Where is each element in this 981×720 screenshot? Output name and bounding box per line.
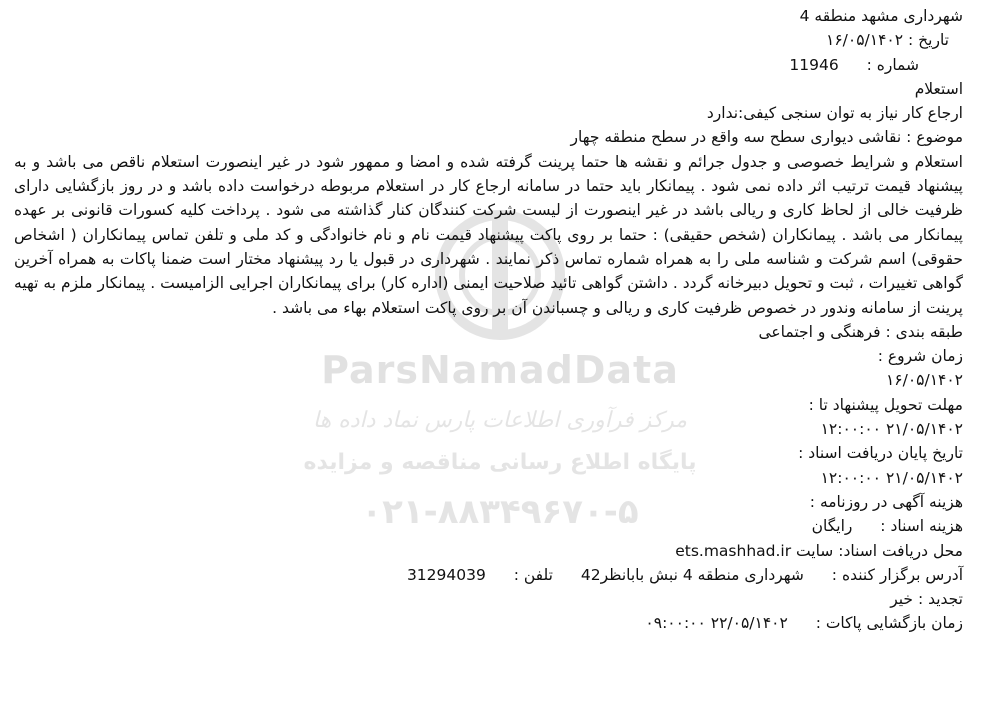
referral-line: ارجاع کار نیاز به توان سنجی کیفی:ندارد [706, 104, 963, 123]
watermark-phone: ۰۲۱-۸۸۳۴۹۶۷۰-۵ [361, 492, 639, 532]
renewal-line: تجدید : خیر [890, 590, 963, 609]
deadline-value: ۲۱/۰۵/۱۴۰۲ ۱۲:۰۰:۰۰ [820, 420, 963, 439]
number-value: 11946 [789, 55, 839, 74]
deadline-label: مهلت تحویل پیشنهاد تا : [808, 395, 963, 414]
document [14, 4, 963, 636]
watermark-brand: ParsNamadData [321, 348, 679, 392]
date-line: تاریخ : ۱۶/۰۵/۱۴۰۲ [826, 31, 949, 50]
category-line: طبقه بندی : فرهنگی و اجتماعی [758, 322, 963, 341]
address-label: آدرس برگزار کننده : [831, 565, 963, 584]
phone-value: 31294039 [406, 565, 486, 584]
doc-cost-line [14, 514, 963, 538]
subject-line: موضوع : نقاشی دیواری سطح سه واقع در سطح منطقه چهار [570, 128, 963, 147]
opening-value: ۲۲/۰۵/۱۴۰۲ ۰۹:۰۰:۰۰ [645, 614, 788, 633]
conditions-paragraph: استعلام و شرایط خصوصی و جدول جرائم و نقشه ها حتما پرینت گرفته شده و امضا و ممهور شود در غیر اینصورت استعلام ناقص می باشد و به پیشنهاد قیمت ترتیب اثر داده نمی شود . پیمانکار باید حتما در سامانه ارجاع کار در استعلام مربوطه درخواست داده باشد و در روز بازگشایی دارای ظرفیت خالی از لحاظ کاری و ریالی باشد در غیر اینصورت از لیست شرکت کنندگان کنار گذاشته می شود . پرداخت کلیه کسورات قانونی بر عهده پیمانکار می باشد . پیمانکاران (شخص حقیقی) : حتما بر روی پاکت پیشنهاد قیمت نام و نام خانوادگی و کد ملی و تلفن تماس پیمانکاران ( اشخاص حقوقی) اسم شرکت و شناسه ملی را به همراه شماره تماس ذکر نمایند . شهرداری در قبول یا رد پیشنهاد مختار است ضمنا پاکات به همراه آخرین گواهی تغییرات ، ثبت و تحویل دبیرخانه گردد . داشتن گواهی تائید صلاحیت ایمنی (اداره کار) برای پیمانکاران اجرایی الزامیست . پیمانکار ملزم به تهیه پرینت از سامانه وندور در خصوص ظرفیت کاری و ریالی و چسباندن آن بر روی پاکت استعلام بهاء می باشد . [14, 152, 963, 317]
number-line [14, 53, 963, 77]
newspaper-cost-line: هزینه آگهی در روزنامه : [809, 492, 963, 511]
phone-label: تلفن : [513, 565, 553, 584]
start-value: ۱۶/۰۵/۱۴۰۲ [885, 371, 963, 390]
doc-title: استعلام [914, 79, 963, 98]
address-line [14, 563, 963, 587]
doc-cost-value: رایگان [811, 517, 853, 536]
docs-place-url[interactable]: ets.mashhad.ir [675, 541, 792, 560]
doc-cost-label: هزینه اسناد : [880, 517, 963, 536]
watermark-line-2: پایگاه اطلاع رسانی مناقصه و مزایده [303, 450, 697, 475]
docs-end-value: ۲۱/۰۵/۱۴۰۲ ۱۲:۰۰:۰۰ [820, 468, 963, 487]
docs-place-line [14, 539, 963, 563]
number-label: شماره : [866, 55, 919, 74]
start-label: زمان شروع : [877, 347, 963, 366]
watermark-line-1: مرکز فرآوری اطلاعات پارس نماد داده ها [312, 408, 688, 433]
docs-place-label: محل دریافت اسناد: سایت [796, 541, 963, 560]
opening-line [14, 611, 963, 635]
org-name: شهرداری مشهد منطقه 4 [799, 7, 963, 25]
docs-end-label: تاریخ پایان دریافت اسناد : [798, 444, 963, 463]
address-value: شهرداری منطقه 4 نبش بابانظر42 [580, 565, 804, 584]
opening-label: زمان بازگشایی پاکات : [815, 614, 963, 633]
